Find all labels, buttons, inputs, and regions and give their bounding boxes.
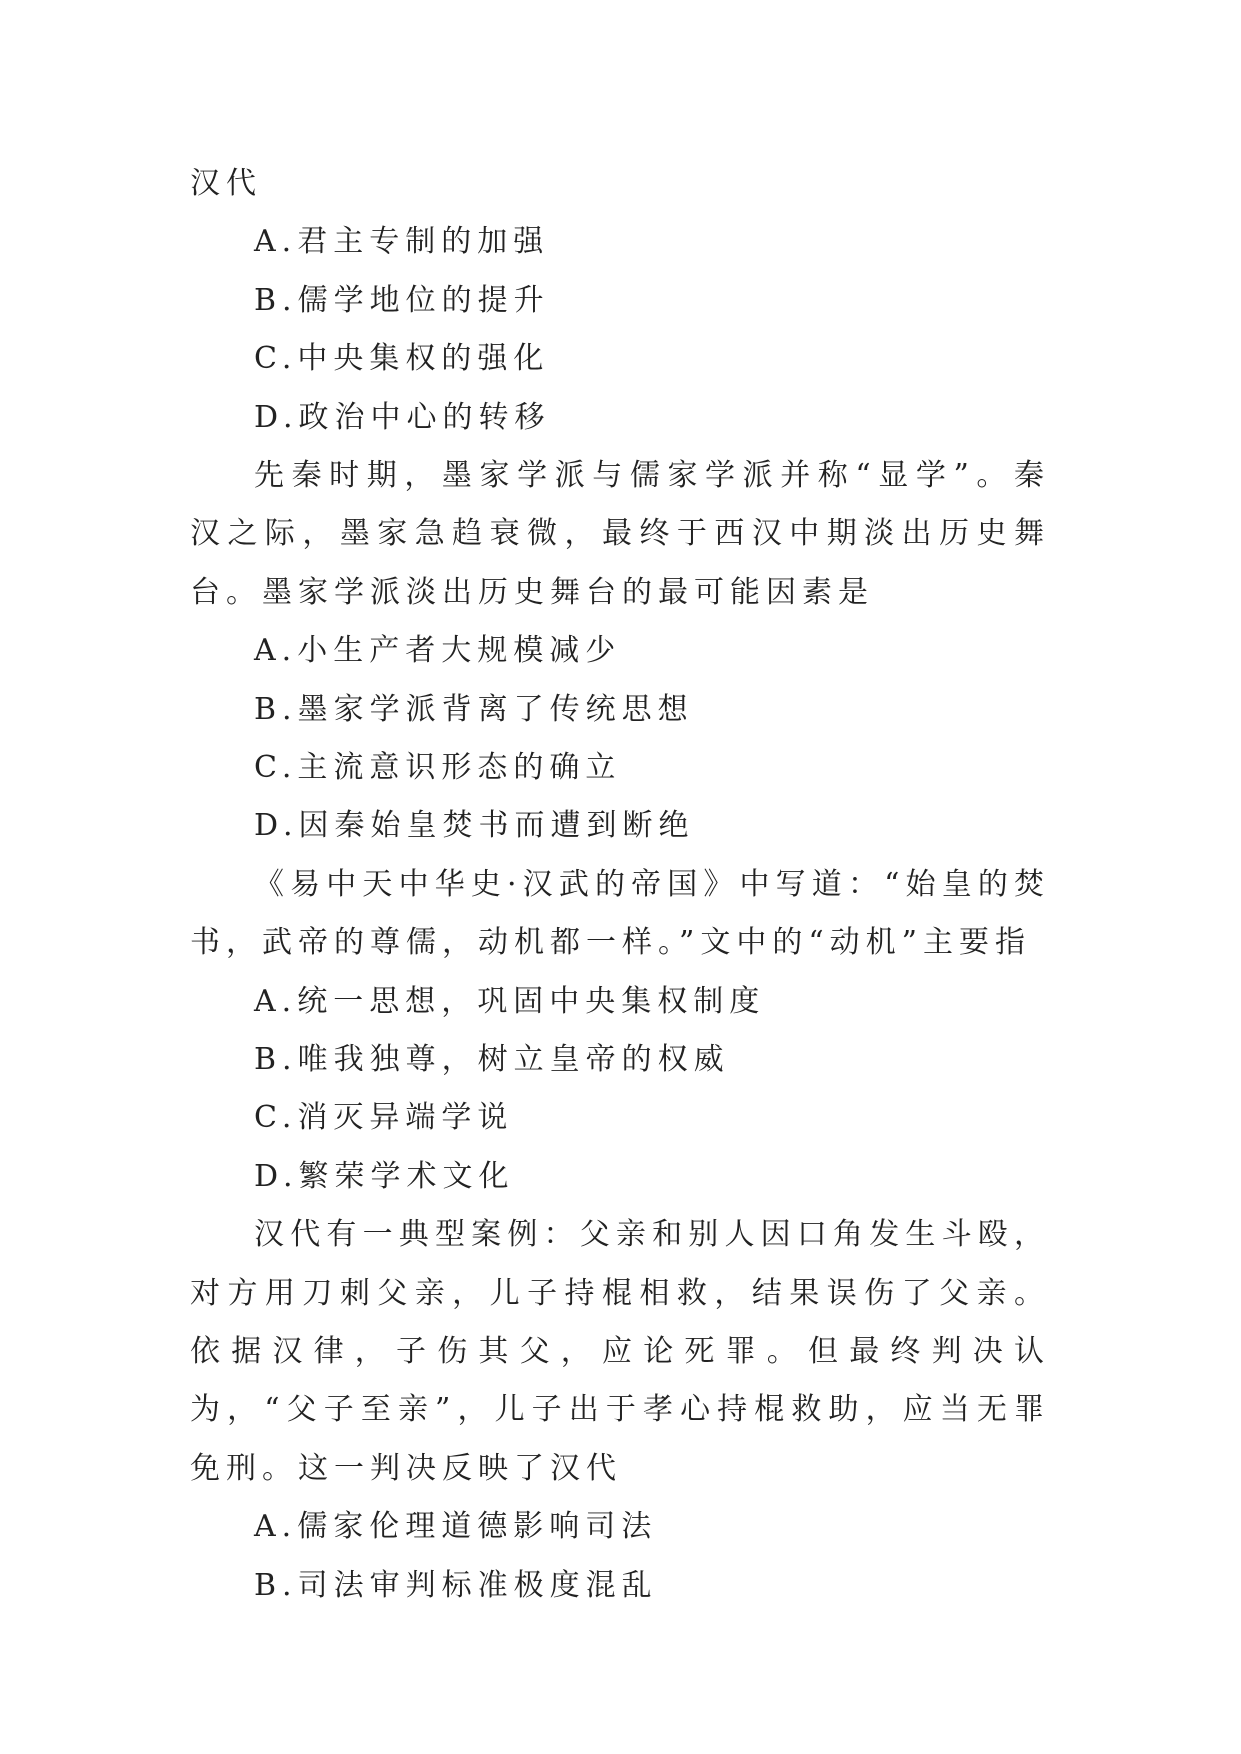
option-c: C.消灭异端学说 [254, 1100, 514, 1136]
option-c: C.中央集权的强化 [254, 341, 550, 377]
option-c: C.主流意识形态的确立 [254, 749, 622, 785]
option-a: A.儒家伦理道德影响司法 [254, 1509, 658, 1545]
option-b: B.唯我独尊，树立皇帝的权威 [254, 1041, 730, 1077]
option-b: B.儒学地位的提升 [254, 282, 550, 318]
document-body [190, 155, 1050, 1615]
option-a: A.小生产者大规模减少 [254, 633, 622, 669]
option-d: D.繁荣学术文化 [254, 1158, 515, 1194]
question-stem-tail: 汉代 [190, 166, 262, 201]
option-d: D.因秦始皇焚书而遭到断绝 [254, 808, 695, 844]
option-a: A.君主专制的加强 [254, 224, 550, 260]
option-d: D.政治中心的转移 [254, 399, 551, 435]
question-stem: 先秦时期，墨家学派与儒家学派并称“显学”。秦汉之际，墨家急趋衰微，最终于西汉中期淡出历史舞台。墨家学派淡出历史舞台的最可能因素是 [190, 457, 1050, 610]
option-b: B.墨家学派背离了传统思想 [254, 691, 694, 727]
question-stem: 《易中天中华史·汉武的帝国》中写道：“始皇的焚书，武帝的尊儒，动机都一样。”文中的“动机”主要指 [190, 866, 1050, 961]
question-stem: 汉代有一典型案例：父亲和别人因口角发生斗殴，对方用刀刺父亲，儿子持棍相救，结果误伤了父亲。依据汉律，子伤其父，应论死罪。但最终判决认为，“父子至亲”，儿子出于孝心持棍救助，应当无罪免刑。这一判决反映了汉代 [190, 1217, 1050, 1486]
option-b: B.司法审判标准极度混乱 [254, 1567, 658, 1603]
option-a: A.统一思想，巩固中央集权制度 [254, 983, 766, 1019]
